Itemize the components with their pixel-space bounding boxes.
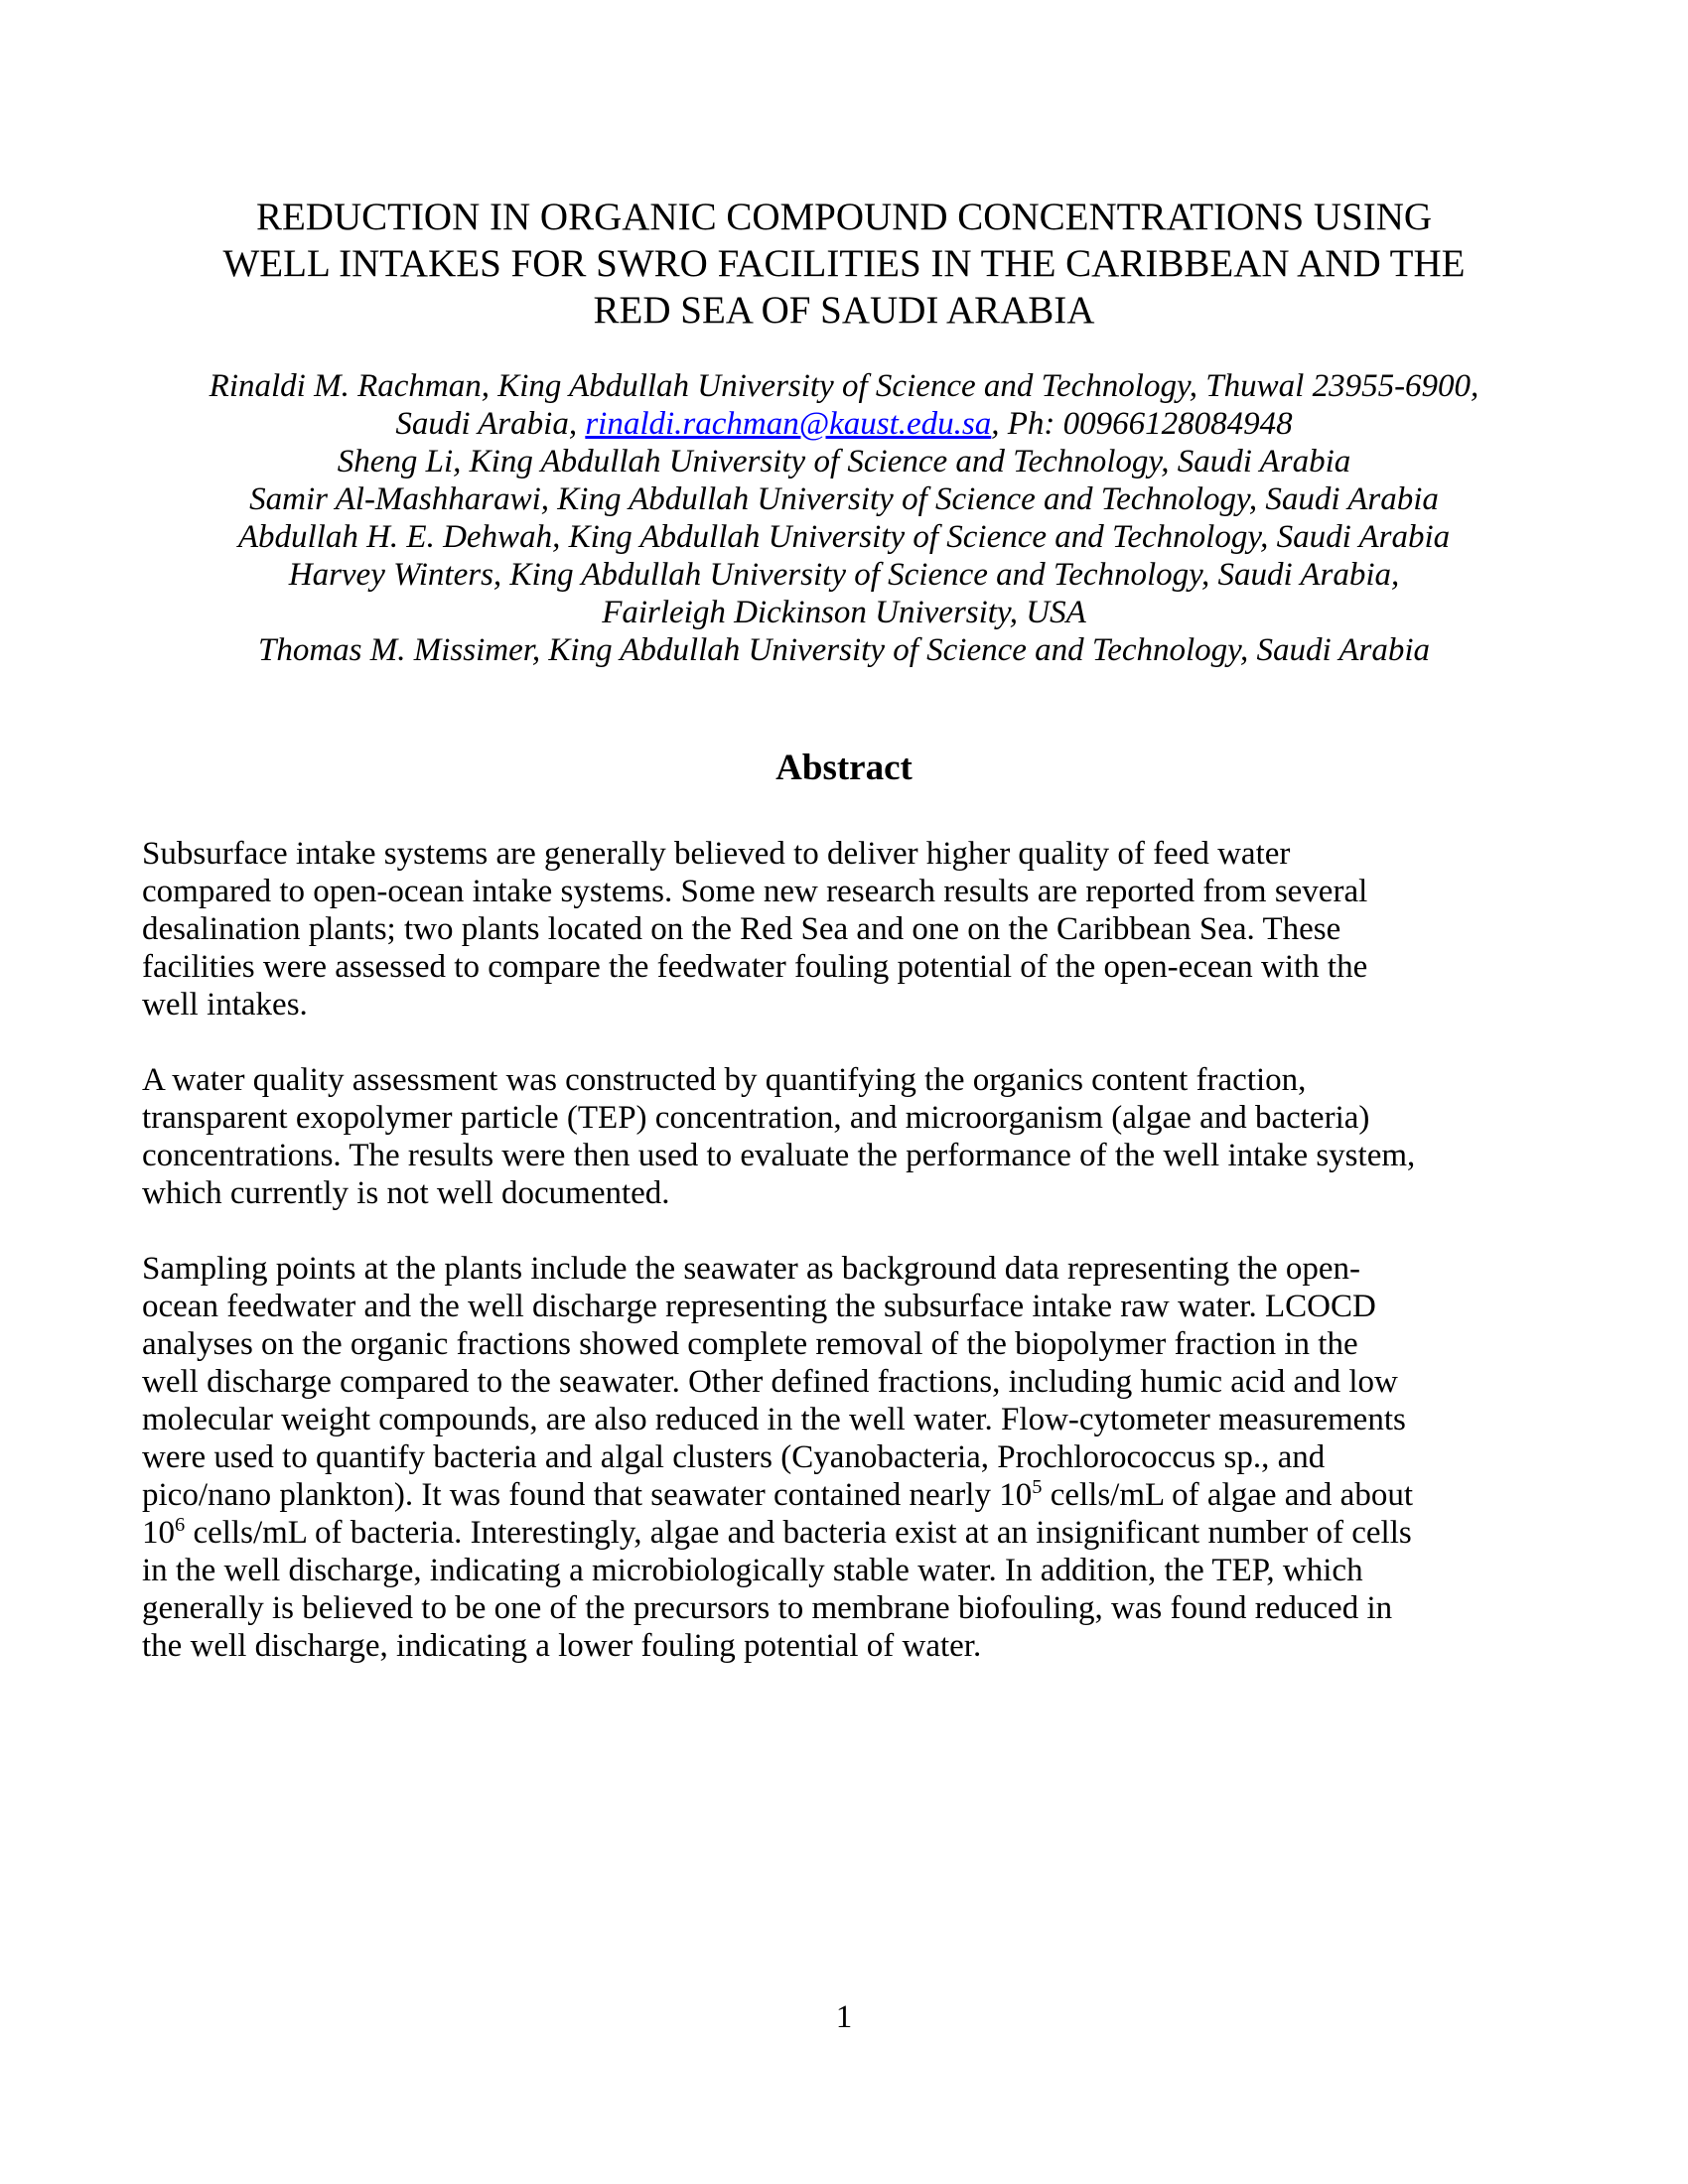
text-line: compared to open-ocean intake systems. Some new research results are reported from several xyxy=(142,874,1368,909)
text-line: Sampling points at the plants include the seawater as background data representing the open- xyxy=(142,1251,1361,1287)
text-line: were used to quantify bacteria and algal clusters (Cyanobacteria, Prochlorococcus sp., and xyxy=(142,1439,1326,1475)
author-line: Thomas M. Missimer, King Abdullah University of Science and Technology, Saudi Arabia xyxy=(257,632,1430,668)
text-line: ocean feedwater and the well discharge representing the subsurface intake raw water. LCOCD xyxy=(142,1289,1376,1324)
author-line: Harvey Winters, King Abdullah University of Science and Technology, Saudi Arabia, xyxy=(288,557,1400,593)
author-line: Fairleigh Dickinson University, USA xyxy=(602,595,1086,630)
text-line: generally is believed to be one of the precursors to membrane biofouling, was found reduced in xyxy=(142,1590,1393,1626)
text-segment: pico/nano plankton). It was found that seawater contained nearly 10 xyxy=(142,1477,1033,1513)
title-line: WELL INTAKES FOR SWRO FACILITIES IN THE CARIBBEAN AND THE xyxy=(222,242,1466,285)
paper-title xyxy=(0,194,1688,334)
text-line: facilities were assessed to compare the feedwater fouling potential of the open-ecean with the xyxy=(142,949,1368,985)
text-line xyxy=(142,1514,1572,1552)
abstract-paragraph-3 xyxy=(142,1250,1572,1665)
superscript-exponent: 5 xyxy=(1032,1476,1043,1498)
title-line: REDUCTION IN ORGANIC COMPOUND CONCENTRATIONS USING xyxy=(255,196,1433,238)
text-line: A water quality assessment was constructed by quantifying the organics content fraction, xyxy=(142,1062,1307,1098)
abstract-paragraph-2 xyxy=(142,1061,1572,1212)
text-line: the well discharge, indicating a lower fouling potential of water. xyxy=(142,1628,982,1664)
author-block xyxy=(0,367,1688,669)
text-segment: 10 xyxy=(142,1515,175,1551)
text-line: Subsurface intake systems are generally believed to deliver higher quality of feed water xyxy=(142,836,1291,872)
author-line: Rinaldi M. Rachman, King Abdullah University of Science and Technology, Thuwal 23955-6900, xyxy=(209,368,1479,404)
text-line: transparent exopolymer particle (TEP) concentration, and microorganism (algae and bacteria) xyxy=(142,1100,1370,1136)
title-line: RED SEA OF SAUDI ARABIA xyxy=(593,289,1095,332)
author-line: Sheng Li, King Abdullah University of Science and Technology, Saudi Arabia xyxy=(337,444,1351,479)
author-line xyxy=(0,405,1688,443)
text-line: molecular weight compounds, are also reduced in the well water. Flow-cytometer measurements xyxy=(142,1402,1406,1437)
text-line: well intakes. xyxy=(142,987,308,1023)
text-line: which currently is not well documented. xyxy=(142,1175,670,1211)
author-line: Samir Al-Mashharawi, King Abdullah University of Science and Technology, Saudi Arabia xyxy=(249,481,1439,517)
text-segment: cells/mL of algae and about xyxy=(1042,1477,1413,1513)
superscript-exponent: 6 xyxy=(175,1514,186,1536)
text-line: analyses on the organic fractions showed complete removal of the biopolymer fraction in the xyxy=(142,1326,1358,1362)
text-line: in the well discharge, indicating a microbiologically stable water. In addition, the TEP, which xyxy=(142,1553,1363,1588)
email-link[interactable]: rinaldi.rachman@kaust.edu.sa xyxy=(585,406,992,442)
page-number: 1 xyxy=(835,1999,853,2035)
text-line: desalination plants; two plants located on the Red Sea and one on the Caribbean Sea. These xyxy=(142,911,1341,947)
text-line: well discharge compared to the seawater. Other defined fractions, including humic acid and low xyxy=(142,1364,1398,1400)
abstract-heading: Abstract xyxy=(775,748,913,788)
text-line: concentrations. The results were then used to evaluate the performance of the well intake system, xyxy=(142,1138,1416,1173)
author-line-text: , Ph: 00966128084948 xyxy=(991,406,1293,442)
text-segment: cells/mL of bacteria. Interestingly, algae and bacteria exist at an insignificant number of cells xyxy=(185,1515,1412,1551)
text-line xyxy=(142,1476,1572,1514)
author-line-text: Saudi Arabia, xyxy=(395,406,586,442)
abstract-paragraph-1 xyxy=(142,835,1572,1024)
author-line: Abdullah H. E. Dehwah, King Abdullah University of Science and Technology, Saudi Arabia xyxy=(237,519,1451,555)
